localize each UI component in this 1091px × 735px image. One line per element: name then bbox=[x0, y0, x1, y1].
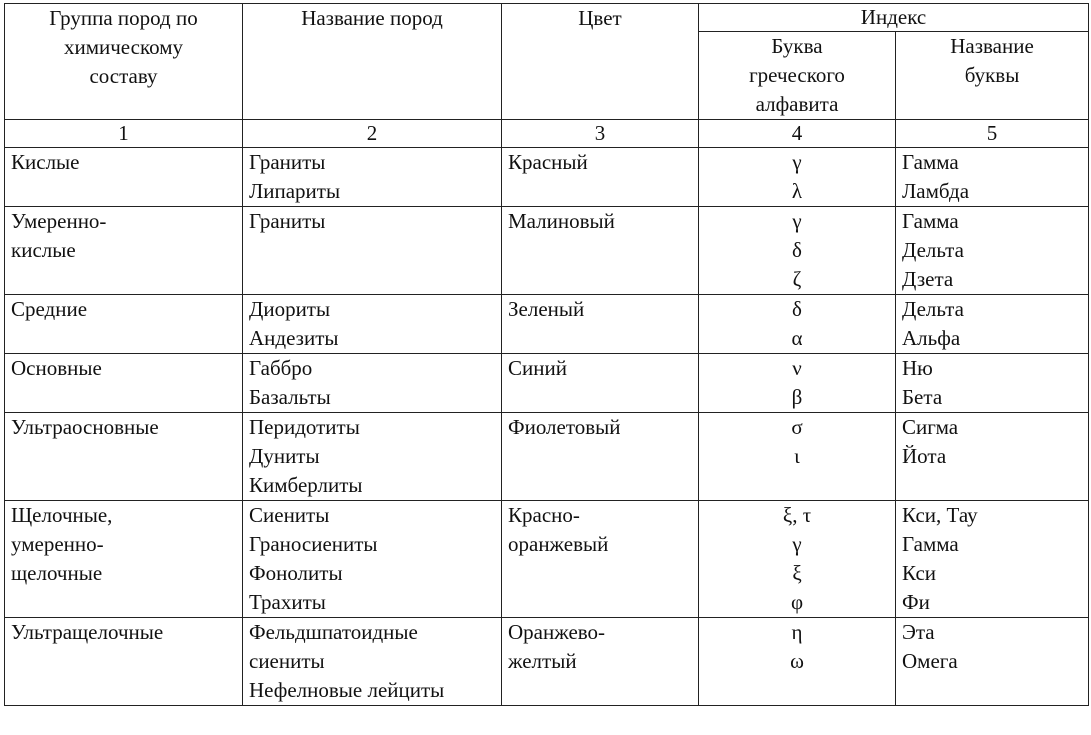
cell-letter-names-line: Ню bbox=[902, 356, 933, 380]
cell-rock-names bbox=[243, 618, 502, 706]
cell-letter-names-line: Йота bbox=[902, 444, 947, 468]
cell-rock-names-line: Липариты bbox=[249, 179, 341, 203]
cell-letter-names bbox=[896, 295, 1089, 354]
cell-letter-names-line: Гамма bbox=[902, 209, 959, 233]
cell-color bbox=[502, 207, 699, 295]
header-letter-line: греческого bbox=[749, 63, 845, 87]
cell-group bbox=[5, 207, 243, 295]
cell-letter-names bbox=[896, 148, 1089, 207]
cell-group bbox=[5, 295, 243, 354]
cell-rock-names-line: Андезиты bbox=[249, 326, 339, 350]
table-row bbox=[5, 413, 1089, 501]
cell-color-line: оранжевый bbox=[508, 532, 609, 556]
cell-letter-names-line: Дзета bbox=[902, 267, 954, 291]
cell-rock-names-line: Сиениты bbox=[249, 503, 330, 527]
cell-rock-names-line: Перидотиты bbox=[249, 415, 360, 439]
cell-rock-names-line: Фонолиты bbox=[249, 561, 343, 585]
cell-rock-names-line: Кимберлиты bbox=[249, 473, 363, 497]
header-group-line: составу bbox=[89, 64, 158, 88]
cell-greek-letters-line: δ bbox=[792, 238, 802, 262]
column-number: 1 bbox=[5, 120, 243, 148]
cell-letter-names-line: Ламбда bbox=[902, 179, 970, 203]
column-number-row bbox=[5, 120, 1089, 148]
cell-color bbox=[502, 354, 699, 413]
table-row bbox=[5, 618, 1089, 706]
header-letter-line: алфавита bbox=[755, 92, 839, 116]
cell-color-line: Красно- bbox=[508, 503, 580, 527]
table-row bbox=[5, 207, 1089, 295]
cell-rock-names-line: Фельдшпатоидные bbox=[249, 620, 418, 644]
cell-greek-letters bbox=[699, 295, 896, 354]
header-group bbox=[5, 4, 243, 120]
cell-group bbox=[5, 413, 243, 501]
cell-greek-letters-line: β bbox=[791, 385, 803, 409]
column-number: 4 bbox=[699, 120, 896, 148]
cell-greek-letters-line: ζ bbox=[792, 267, 802, 291]
cell-rock-names-line: Граниты bbox=[249, 209, 326, 233]
cell-rock-names-line: Базальты bbox=[249, 385, 331, 409]
header-letter-name bbox=[896, 32, 1089, 120]
cell-greek-letters-line: ξ bbox=[792, 561, 802, 585]
column-number: 5 bbox=[896, 120, 1089, 148]
cell-group bbox=[5, 501, 243, 618]
header-letter bbox=[699, 32, 896, 120]
cell-greek-letters-line: φ bbox=[790, 590, 804, 614]
cell-greek-letters-line: η bbox=[791, 620, 803, 644]
cell-group-line: Основные bbox=[11, 356, 102, 380]
cell-letter-names-line: Альфа bbox=[902, 326, 961, 350]
cell-greek-letters bbox=[699, 207, 896, 295]
cell-letter-names bbox=[896, 618, 1089, 706]
cell-rock-names bbox=[243, 413, 502, 501]
cell-color bbox=[502, 413, 699, 501]
cell-group-line: щелочные bbox=[11, 561, 103, 585]
cell-rock-names-line: Дуниты bbox=[249, 444, 320, 468]
cell-group-line: Кислые bbox=[11, 150, 80, 174]
header-color: Цвет bbox=[502, 4, 699, 120]
cell-color-line: Зеленый bbox=[508, 297, 585, 321]
cell-color bbox=[502, 501, 699, 618]
cell-group-line: Щелочные, bbox=[11, 503, 113, 527]
cell-greek-letters-line: α bbox=[791, 326, 803, 350]
table-row bbox=[5, 501, 1089, 618]
cell-greek-letters bbox=[699, 413, 896, 501]
cell-group bbox=[5, 618, 243, 706]
cell-greek-letters-line: γ bbox=[792, 532, 802, 556]
cell-color-line: Красный bbox=[508, 150, 588, 174]
cell-color-line: Малиновый bbox=[508, 209, 615, 233]
cell-color bbox=[502, 148, 699, 207]
cell-greek-letters-line: ι bbox=[794, 444, 800, 468]
cell-greek-letters-line: ν bbox=[792, 356, 802, 380]
cell-rock-names bbox=[243, 148, 502, 207]
header-letter-name-line: буквы bbox=[964, 63, 1020, 87]
cell-rock-names-line: Диориты bbox=[249, 297, 331, 321]
table-row bbox=[5, 295, 1089, 354]
cell-rock-names-line: Трахиты bbox=[249, 590, 326, 614]
cell-rock-names bbox=[243, 501, 502, 618]
cell-letter-names-line: Эта bbox=[902, 620, 935, 644]
cell-color-line: Синий bbox=[508, 356, 567, 380]
table-row bbox=[5, 148, 1089, 207]
header-group-line: Группа пород по bbox=[49, 6, 198, 30]
header-group-line: химическому bbox=[63, 35, 184, 59]
cell-rock-names-line: Нефелновые лейциты bbox=[249, 678, 445, 702]
cell-letter-names-line: Кси, Тау bbox=[902, 503, 978, 527]
cell-greek-letters-line: ω bbox=[790, 649, 804, 673]
cell-letter-names-line: Сигма bbox=[902, 415, 959, 439]
cell-group-line: Умеренно- bbox=[11, 209, 107, 233]
cell-greek-letters bbox=[699, 354, 896, 413]
cell-rock-names bbox=[243, 207, 502, 295]
cell-rock-names-line: Граниты bbox=[249, 150, 326, 174]
cell-group bbox=[5, 148, 243, 207]
cell-color-line: Фиолетовый bbox=[508, 415, 621, 439]
cell-greek-letters-line: λ bbox=[791, 179, 803, 203]
cell-group-line: Ультращелочные bbox=[11, 620, 164, 644]
cell-color bbox=[502, 618, 699, 706]
cell-greek-letters-line: γ bbox=[792, 209, 802, 233]
cell-letter-names bbox=[896, 413, 1089, 501]
rock-index-table bbox=[4, 3, 1089, 706]
cell-letter-names-line: Омега bbox=[902, 649, 958, 673]
cell-rock-names-line: сиениты bbox=[249, 649, 325, 673]
cell-letter-names-line: Дельта bbox=[902, 238, 964, 262]
cell-letter-names-line: Гамма bbox=[902, 150, 959, 174]
cell-group bbox=[5, 354, 243, 413]
header-row-top bbox=[5, 4, 1089, 32]
cell-letter-names bbox=[896, 207, 1089, 295]
cell-greek-letters-line: δ bbox=[792, 297, 802, 321]
cell-group-line: Средние bbox=[11, 297, 88, 321]
cell-greek-letters bbox=[699, 501, 896, 618]
cell-greek-letters-line: ξ, τ bbox=[782, 503, 812, 527]
cell-group-line: Ультраосновные bbox=[11, 415, 159, 439]
cell-letter-names-line: Дельта bbox=[902, 297, 964, 321]
header-letter-name-line: Название bbox=[950, 34, 1034, 58]
cell-color bbox=[502, 295, 699, 354]
cell-letter-names-line: Гамма bbox=[902, 532, 959, 556]
header-index: Индекс bbox=[699, 4, 1089, 32]
cell-letter-names bbox=[896, 354, 1089, 413]
header-letter-line: Буква bbox=[771, 34, 823, 58]
cell-color-line: желтый bbox=[508, 649, 577, 673]
column-number: 2 bbox=[243, 120, 502, 148]
column-number: 3 bbox=[502, 120, 699, 148]
cell-group-line: кислые bbox=[11, 238, 76, 262]
cell-color-line: Оранжево- bbox=[508, 620, 606, 644]
cell-rock-names bbox=[243, 354, 502, 413]
cell-rock-names bbox=[243, 295, 502, 354]
cell-greek-letters bbox=[699, 148, 896, 207]
cell-letter-names-line: Бета bbox=[902, 385, 943, 409]
cell-greek-letters bbox=[699, 618, 896, 706]
cell-letter-names-line: Фи bbox=[902, 590, 930, 614]
cell-rock-names-line: Габбро bbox=[249, 356, 313, 380]
cell-greek-letters-line: γ bbox=[792, 150, 802, 174]
cell-rock-names-line: Граносиениты bbox=[249, 532, 378, 556]
cell-group-line: умеренно- bbox=[11, 532, 104, 556]
cell-letter-names bbox=[896, 501, 1089, 618]
table-body bbox=[5, 148, 1089, 706]
cell-letter-names-line: Кси bbox=[902, 561, 937, 585]
table-row bbox=[5, 354, 1089, 413]
cell-greek-letters-line: σ bbox=[791, 415, 803, 439]
header-name: Название пород bbox=[243, 4, 502, 120]
